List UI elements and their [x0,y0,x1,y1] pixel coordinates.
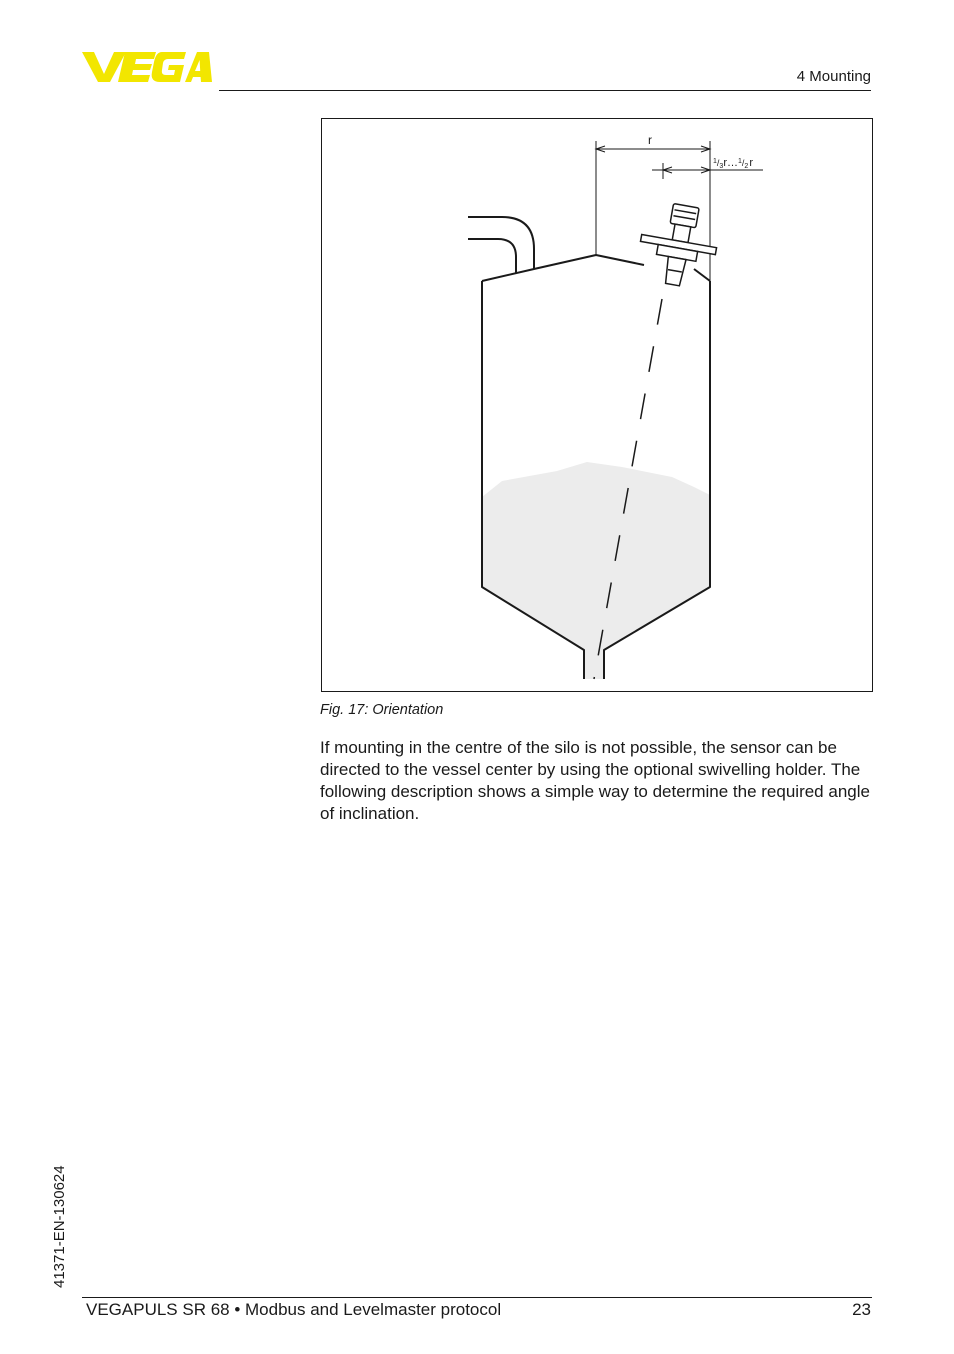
orientation-figure [321,118,873,692]
figure-caption: Fig. 17: Orientation [320,702,444,718]
vega-logo [82,50,212,84]
dimension-label-r: r [648,133,652,147]
footer-rule [82,1297,872,1298]
document-id-text: 41371-EN-130624 [51,1165,68,1288]
dimension-label-fraction: $^1_/$3r…$^1_/$2r [713,157,753,170]
footer-title: VEGAPULS SR 68 • Modbus and Levelmaster protocol [86,1300,502,1319]
page-number: 23 [852,1300,871,1319]
body-paragraph: If mounting in the centre of the silo is not possible, the sensor can be directed to the vessel center by using the optional swivelling holder. The following description shows a simple way to determine the required angle of inclination. [320,738,870,823]
bulk-material [482,462,710,679]
document-id [50,1143,70,1288]
header-rule [219,90,871,91]
section-title: 4 Mounting [796,68,871,85]
